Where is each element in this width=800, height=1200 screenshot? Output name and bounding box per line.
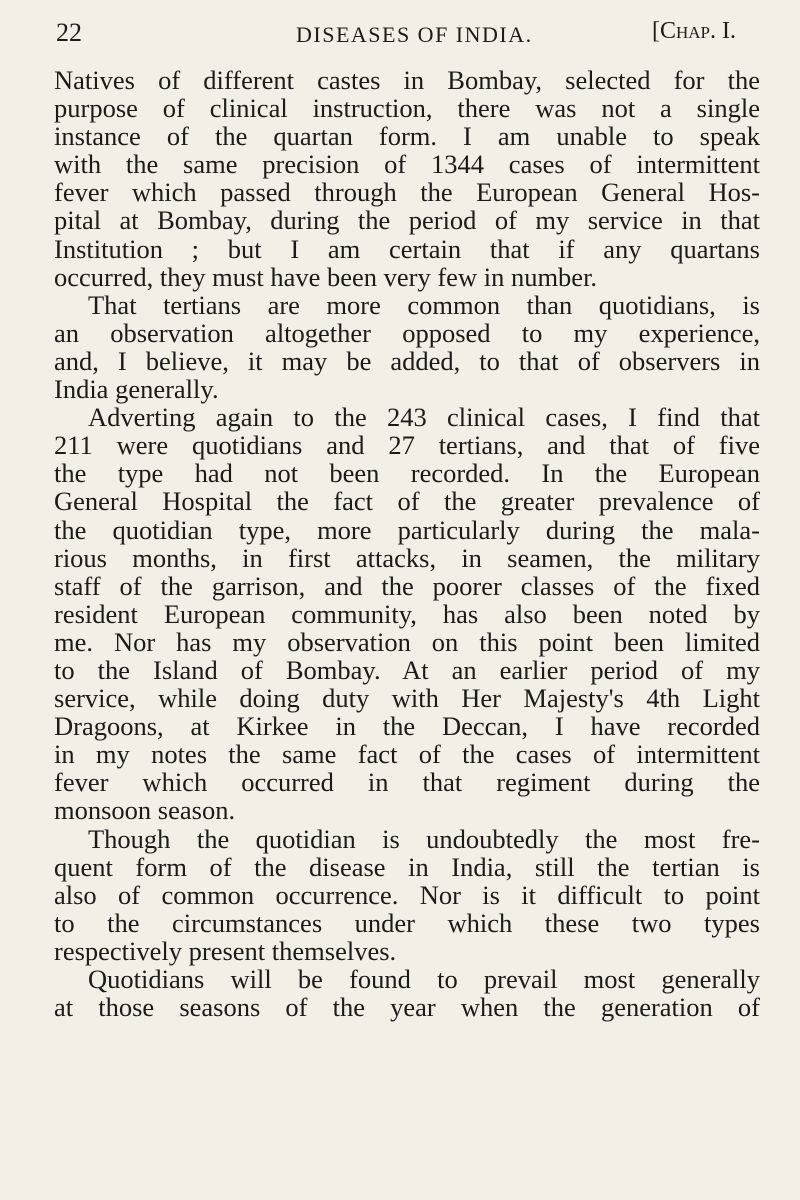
text-line: pital at Bombay, during the period of my service in that [54, 205, 760, 236]
text-line: occurred, they must have been very few in number. [54, 261, 598, 292]
text-line: Quotidians will be found to prevail most generally [88, 964, 760, 994]
text-line: to the circumstances under which these two types [54, 907, 760, 938]
text-line: resident European community, has also been noted by [54, 598, 760, 629]
text-line: Natives of different castes in Bombay, selected for the [54, 65, 760, 95]
text-line: quent form of the disease in India, still the tertian is [54, 851, 760, 882]
text-line: an observation altogether opposed to my experience, [54, 317, 760, 348]
text-line: respectively present themselves. [54, 935, 397, 966]
text-line: Dragoons, at Kirkee in the Deccan, I have recorded [54, 711, 760, 742]
text-line: to the Island of Bombay. At an earlier period of my [54, 654, 760, 685]
text-line: That tertians are more common than quotidians, is [88, 289, 760, 320]
text-line: and, I believe, it may be added, to that of observers in [54, 345, 760, 376]
text-line: purpose of clinical instruction, there was not a single [54, 93, 760, 124]
text-line: fever which passed through the European General Hos- [54, 177, 760, 208]
text-line: 211 were quotidians and 27 tertians, and that of five [54, 430, 760, 461]
text-line: India generally. [54, 374, 219, 405]
text-line: Though the quotidian is undoubtedly the most fre- [88, 823, 760, 854]
text-line: fever which occurred in that regiment during the [54, 767, 760, 798]
text-line: the quotidian type, more particularly during the mala- [54, 514, 760, 545]
chapter-mark: [Chap. I. [652, 18, 737, 44]
text-line: in my notes the same fact of the cases of intermittent [54, 739, 760, 770]
running-head [56, 14, 756, 54]
text-line: also of common occurrence. Nor is it difficult to point [54, 879, 760, 910]
text-line: instance of the quartan form. I am unable to speak [54, 121, 760, 152]
text-line: the type had not been recorded. In the European [54, 458, 760, 489]
text-line: me. Nor has my observation on this point been limited [54, 626, 760, 657]
text-line: Adverting again to the 243 clinical cases, I find that [88, 402, 760, 433]
text-line: staff of the garrison, and the poorer classes of the fixed [54, 570, 760, 601]
text-line: at those seasons of the year when the generation of [54, 992, 760, 1023]
text-line: Institution ; but I am certain that if any quartans [54, 233, 760, 264]
body-text [54, 66, 760, 1021]
text-line: monsoon season. [54, 795, 236, 826]
text-line: General Hospital the fact of the greater prevalence of [54, 486, 760, 517]
text-line: rious months, in first attacks, in seamen, the military [54, 542, 760, 573]
text-line: service, while doing duty with Her Majesty's 4th Light [54, 683, 760, 714]
text-line: with the same precision of 1344 cases of intermittent [54, 149, 760, 180]
running-title: DISEASES OF INDIA. [296, 22, 533, 47]
page-number: 22 [56, 18, 82, 47]
